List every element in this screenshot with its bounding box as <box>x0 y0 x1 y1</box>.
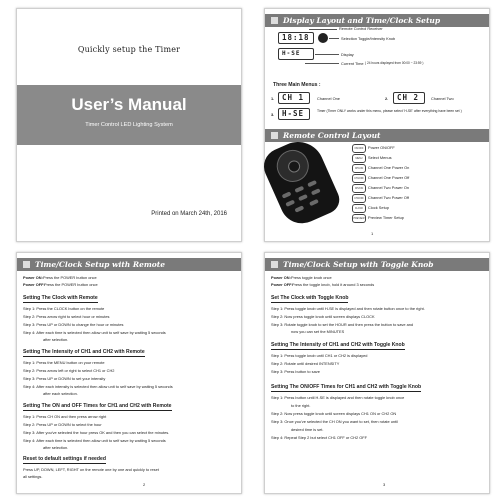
ch1-on-button-icon: CH1ON <box>352 164 366 173</box>
step-text: Step 3: Press UP or DOWN to set your intensity <box>23 376 106 381</box>
remote-dial <box>272 145 314 187</box>
remote-legend-ch2-off: Channel Two Power Off <box>368 195 409 200</box>
remote-legend-preview: Preview Timer Setup <box>368 215 404 220</box>
menu-ch2-display: CH 2 <box>393 92 425 104</box>
label-receiver: Remote Control Receiver <box>339 26 383 31</box>
menu-number-2: 2. <box>385 96 389 101</box>
leader-line <box>329 38 339 39</box>
remote-legend-ch2-on: Channel Two Power On <box>368 185 410 190</box>
clock-display: 18:18 <box>278 32 314 44</box>
menu-timer-label: Timer (Timer ONLY works under this menu, please select 'H-SE' after everything have been set ) <box>317 109 462 113</box>
step-text: Step 4: After each time is selected then allow unit to self save by waiting 5 seconds <box>23 330 166 335</box>
step-text: Step 1: Press toggle knob until CH1 or CH2 is displayed <box>271 353 368 358</box>
remote-legend-clock: Clock Setup <box>368 205 389 210</box>
step-text: Step 4: After each time is selected then allow unit to self save by waiting 5 seconds <box>23 438 166 443</box>
label-time-note: ( 24 hours displayed from 00:00 ~ 23:59 ) <box>365 61 424 65</box>
step-text: Step 2: Now press toggle knob until screen displays CLOCK <box>271 314 375 319</box>
leader-line <box>315 54 339 55</box>
step-text: Step 2: Press arrow left or right to select CH1 or CH2 <box>23 368 115 373</box>
power-off-label: Power OFF: <box>271 282 293 287</box>
toggle-knob-icon <box>318 33 328 43</box>
remote-legend-ch1-on: Channel One Power On <box>368 165 410 170</box>
menu-button-icon: MENU <box>352 154 366 163</box>
reset-title: Reset to default settings if needed <box>23 456 106 462</box>
menu-timer-display: H-SE <box>278 108 310 120</box>
step-text: Step 2: Press UP or DOWN to select the hour <box>23 422 102 427</box>
remote-legend-power: Power ON/OFF <box>368 145 395 150</box>
intensity-knob-title: Setting The Intensity of CH1 and CH2 with Toggle Knob <box>271 342 405 348</box>
remote-key <box>307 180 317 187</box>
step-text: Step 3: Once you've selected the CH ON you want to set, then rotate until <box>271 419 398 424</box>
remote-key <box>311 188 321 195</box>
step-text: Step 1: Press the CLOCK button on the remote <box>23 306 105 311</box>
step-text: after selection. <box>43 337 69 342</box>
step-text: Step 2: Press arrow right to select hour or minutes <box>23 314 110 319</box>
menu-ch1-label: Channel One <box>317 96 340 101</box>
page-number: 3 <box>383 482 386 487</box>
ch2-off-button-icon: CH2OFF <box>352 194 366 203</box>
step-text: Step 1: Press the MENU button on your remote <box>23 360 105 365</box>
label-knob: Selection Toggle/Intensity Knob <box>341 36 396 41</box>
power-on-label: Power ON: <box>271 275 291 280</box>
section-header-display: Display Layout and Time/Clock Setup <box>265 14 489 27</box>
step-text: Step 3: Rotate toggle knob to set the HOUR and then press the button to save and <box>271 322 414 327</box>
step-text: now you can set the MINUTES <box>291 329 345 334</box>
clock-knob-title: Set The Clock with Toggle Knob <box>271 295 349 301</box>
remote-key <box>298 194 308 201</box>
power-on-text: Press toggle knob once <box>291 275 332 280</box>
leader-line <box>309 29 337 30</box>
step-text: Step 3: Press UP or DOWN to change the hour or minutes <box>23 322 124 327</box>
onoff-knob-title: Setting The ON/OFF Times for CH1 and CH2 with Toggle Knob <box>271 384 422 390</box>
power-button-icon: ON/OFF <box>352 144 366 153</box>
quick-setup-heading: Quickly setup the Timer <box>77 45 181 54</box>
page-number: 2 <box>143 482 146 487</box>
section-header-knob-setup: Time/Clock Setup with Toggle Knob <box>265 258 489 271</box>
reset-text: all settings. <box>23 474 43 479</box>
power-on-label: Power ON: <box>23 275 43 280</box>
menus-title: Three Main Menus : <box>273 82 321 88</box>
remote-setup-page <box>16 252 242 494</box>
cover-page <box>16 8 242 242</box>
step-text: Step 2: Now press toggle knob until screen displays CH1 ON or CH2 ON <box>271 411 397 416</box>
step-text: Step 3: Press button to save <box>271 369 320 374</box>
step-text: after each selection. <box>43 391 78 396</box>
step-text: desired time is set. <box>291 427 324 432</box>
step-text: Step 4: After each intensity is selected then allow unit to self save by waiting 5 seconds <box>23 384 173 389</box>
ch2-on-button-icon: CH2ON <box>352 184 366 193</box>
step-text: Step 2: Rotate until desired INTENSITY <box>271 361 340 366</box>
menu-number-1: 1. <box>271 96 275 101</box>
power-on-text: Press the POWER button once <box>43 275 97 280</box>
section-header-remote-setup: Time/Clock Setup with Remote <box>17 258 241 271</box>
clock-remote-title: Setting The Clock with Remote <box>23 295 98 301</box>
section-header-remote: Remote Control Layout <box>265 129 489 142</box>
print-date: Printed on March 24th, 2016 <box>151 211 227 217</box>
step-text: Step 1: Press button until H-SE is displayed and then rotate toggle knob once <box>271 395 405 400</box>
manual-title: User’s Manual <box>71 95 187 114</box>
menu-number-3: 3. <box>271 112 275 117</box>
power-off-text: Press the toggle knob, hold it around 3 seconds <box>292 282 375 287</box>
remote-key <box>285 200 295 207</box>
remote-key <box>294 186 304 193</box>
step-text: Step 4: Repeat Step 2 but select CH1 OFF or CH2 OFF <box>271 435 368 440</box>
mode-display: H-SE <box>278 48 314 60</box>
label-current-time: Current Time <box>341 61 364 66</box>
label-display: Display <box>341 52 354 57</box>
power-off-label: Power OFF: <box>23 282 45 287</box>
menu-ch1-display: CH 1 <box>278 92 310 104</box>
step-text: after selection. <box>43 445 69 450</box>
step-text: Step 3: After you've selected the hour press OK and then you can select the minutes. <box>23 430 170 435</box>
step-text: Step 1: Press CH ON and then press arrow right <box>23 414 107 419</box>
menu-ch2-label: Channel Two <box>431 96 454 101</box>
ch1-off-button-icon: CH1OFF <box>352 174 366 183</box>
remote-legend-ch1-off: Channel One Power Off <box>368 175 410 180</box>
clock-button-icon: CLOCK <box>352 204 366 213</box>
remote-legend-menu: Select Menus <box>368 155 392 160</box>
manual-subtitle: Timer Control LED Lighting System <box>85 122 173 128</box>
reset-text: Press UP, DOWN, LEFT, RIGHT on the remote one by one and quickly to reset <box>23 467 159 472</box>
remote-key <box>282 191 292 198</box>
step-text: Step 1: Press toggle knob until H-SE is displayed and then rotate button once to the right. <box>271 306 425 311</box>
leader-line <box>305 63 339 64</box>
page-number: 1 <box>371 231 374 236</box>
title-band <box>17 85 241 145</box>
onoff-remote-title: Setting The ON and OFF Times for CH1 and CH2 with Remote <box>23 403 172 409</box>
remote-key <box>294 205 304 212</box>
knob-setup-page <box>264 252 490 494</box>
preview-button-icon: PREVIEW <box>352 214 366 223</box>
power-off-text: Press the POWER button once <box>44 282 98 287</box>
remote-key <box>309 199 319 206</box>
intensity-remote-title: Setting The Intensity of CH1 and CH2 with Remote <box>23 349 145 355</box>
step-text: to the right. <box>291 403 311 408</box>
